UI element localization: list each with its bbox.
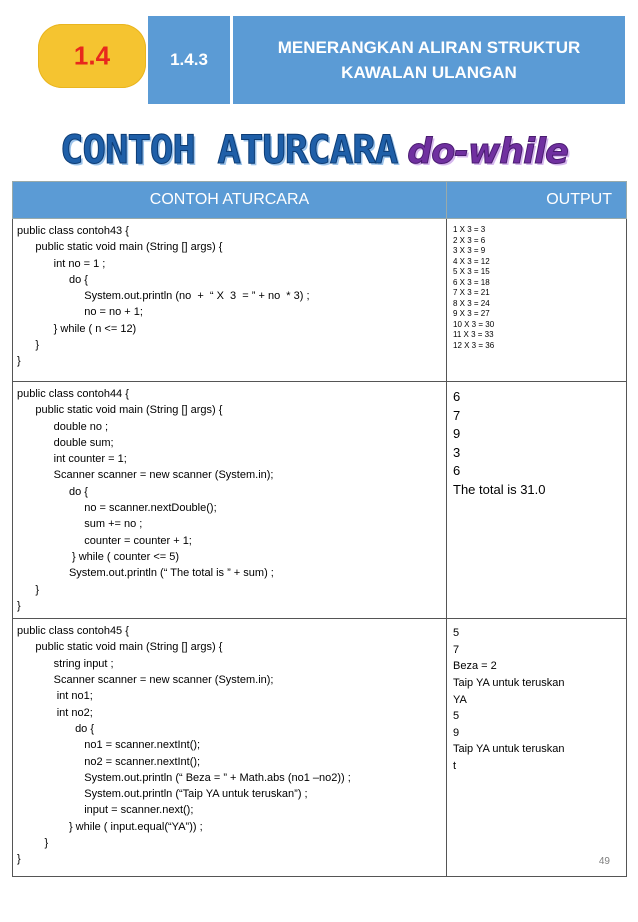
- heading-keyword: do-while: [407, 132, 568, 172]
- code-line: } while ( counter <= 5): [17, 550, 180, 563]
- table-header-row: [13, 182, 627, 219]
- code-line: System.out.println (“ The total is ” + sum) ;: [17, 567, 274, 580]
- column-header-code: CONTOH ATURCARA: [13, 182, 447, 219]
- code-line: int counter = 1;: [17, 453, 127, 466]
- output-line: 9: [453, 426, 461, 441]
- code-line: }: [17, 853, 21, 866]
- chapter-number: 1.4: [73, 40, 111, 71]
- output-line: 12 X 3 = 36: [453, 340, 495, 350]
- examples-table: [12, 181, 627, 877]
- code-line: do {: [17, 273, 88, 286]
- code-cell: [13, 382, 447, 619]
- output-line: Taip YA untuk teruskan: [453, 676, 565, 689]
- code-line: input = scanner.next();: [17, 804, 194, 817]
- output-line: 6: [453, 463, 461, 478]
- code-line: }: [17, 599, 21, 612]
- code-line: }: [17, 339, 40, 352]
- code-line: no = no + 1;: [17, 306, 143, 319]
- output-line: 5: [453, 627, 460, 640]
- column-header-output: OUTPUT: [447, 182, 627, 219]
- output-line: 4 X 3 = 12: [453, 256, 490, 266]
- code-line: public static void main (String [] args) {: [17, 404, 223, 417]
- chapter-badge: [38, 24, 146, 88]
- code-line: counter = counter + 1;: [17, 534, 192, 547]
- heading-main: CONTOH ATURCARA: [60, 128, 398, 173]
- code-line: System.out.println (no + “ X 3 = ” + no * 3) ;: [17, 290, 310, 303]
- section-title-line1: MENERANGKAN ALIRAN STRUKTUR: [277, 38, 581, 57]
- code-line: string input ;: [17, 657, 114, 670]
- code-line: double sum;: [17, 436, 114, 449]
- output-line: 10 X 3 = 30: [453, 319, 495, 329]
- output-line: 9 X 3 = 27: [453, 309, 490, 318]
- table-row: [13, 619, 627, 877]
- page-number: 49: [598, 855, 610, 867]
- code-line: double no ;: [17, 420, 109, 433]
- code-line: } while ( input.equal(“YA”)) ;: [17, 820, 203, 833]
- section-number-box: [148, 16, 230, 104]
- code-cell: [13, 219, 447, 382]
- code-line: } while ( n <= 12): [17, 322, 137, 335]
- output-line: 5 X 3 = 15: [453, 267, 490, 276]
- code-line: public static void main (String [] args) {: [17, 241, 223, 254]
- code-line: public class contoh43 {: [17, 225, 129, 237]
- table-row: [13, 219, 627, 382]
- output-cell: [447, 219, 627, 382]
- output-line: 6: [453, 389, 461, 404]
- output-line: 11 X 3 = 33: [453, 330, 494, 339]
- output-line: 7: [453, 643, 460, 656]
- output-line: 2 X 3 = 6: [453, 235, 486, 245]
- output-line: 3: [453, 444, 461, 460]
- table-row: [13, 382, 627, 619]
- code-line: public class contoh44 {: [17, 388, 129, 400]
- code-line: no2 = scanner.nextInt();: [17, 755, 201, 768]
- code-line: int no1;: [17, 690, 93, 703]
- code-line: Scanner scanner = new scanner (System.in);: [17, 674, 274, 687]
- output-line: Beza = 2: [453, 660, 497, 673]
- output-line: t: [453, 759, 457, 772]
- code-line: }: [17, 583, 40, 596]
- code-line: Scanner scanner = new scanner (System.in);: [17, 469, 274, 482]
- section-number: 1.4.3: [170, 50, 208, 69]
- section-title-box: [233, 16, 625, 104]
- code-cell: [13, 619, 447, 877]
- output-line: 7 X 3 = 21: [453, 288, 490, 297]
- output-line: 1 X 3 = 3: [453, 225, 486, 234]
- output-cell: [447, 619, 627, 877]
- output-line: 6 X 3 = 18: [453, 277, 490, 287]
- section-title-line2: KAWALAN ULANGAN: [341, 63, 517, 82]
- output-line: YA: [453, 693, 467, 706]
- code-line: int no2;: [17, 706, 93, 719]
- output-line: Taip YA untuk teruskan: [453, 743, 565, 756]
- page-heading: [60, 128, 600, 178]
- output-line: 5: [453, 710, 460, 723]
- code-line: }: [17, 355, 21, 368]
- code-line: public class contoh45 {: [17, 625, 129, 638]
- output-line: 7: [453, 407, 461, 423]
- output-line: 3 X 3 = 9: [453, 246, 486, 255]
- output-cell: [447, 382, 627, 619]
- code-line: System.out.println (“ Beza = ” + Math.abs (no1 –no2)) ;: [17, 771, 351, 784]
- code-line: no = scanner.nextDouble();: [17, 502, 217, 515]
- code-line: do {: [17, 485, 88, 498]
- output-line: 9: [453, 726, 460, 739]
- code-line: int no = 1 ;: [17, 257, 106, 270]
- code-line: no1 = scanner.nextInt();: [17, 739, 201, 752]
- code-line: sum += no ;: [17, 518, 143, 531]
- output-line: The total is 31.0: [453, 481, 546, 497]
- output-line: 8 X 3 = 24: [453, 298, 490, 308]
- code-line: }: [17, 837, 49, 850]
- code-line: public static void main (String [] args) {: [17, 641, 223, 654]
- code-line: do {: [17, 722, 95, 735]
- code-line: System.out.println (“Taip YA untuk teruskan”) ;: [17, 788, 308, 801]
